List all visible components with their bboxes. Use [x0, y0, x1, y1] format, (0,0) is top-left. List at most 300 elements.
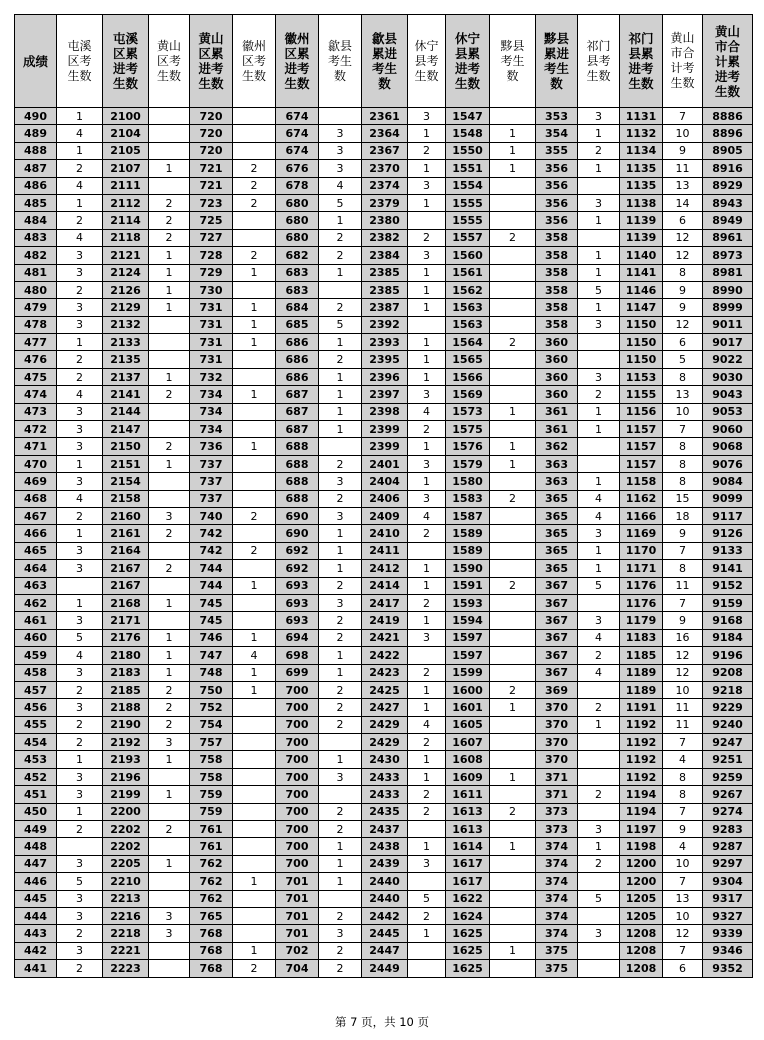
- table-cell: 4: [57, 647, 103, 664]
- table-cell: [490, 525, 536, 542]
- table-cell: 2401: [362, 455, 408, 472]
- table-cell: 1150: [620, 334, 663, 351]
- table-cell: 2126: [103, 281, 149, 298]
- table-cell: 1: [57, 142, 103, 159]
- table-cell: 1153: [620, 368, 663, 385]
- table-cell: 1569: [446, 386, 490, 403]
- table-cell: 4: [408, 507, 446, 524]
- column-header: 祁门县累进考生数: [620, 15, 663, 108]
- table-cell: 721: [190, 160, 233, 177]
- table-cell: 9184: [703, 629, 753, 646]
- table-cell: 2223: [103, 960, 149, 977]
- table-cell: 2423: [362, 664, 408, 681]
- table-row: [15, 351, 753, 368]
- table-cell: [490, 177, 536, 194]
- table-cell: 1566: [446, 368, 490, 385]
- column-header: 祁门县考生数: [578, 15, 620, 108]
- table-cell: 8: [663, 455, 703, 472]
- table-cell: 374: [536, 873, 578, 890]
- table-row: [15, 681, 753, 698]
- table-cell: 1: [578, 838, 620, 855]
- table-cell: 9218: [703, 681, 753, 698]
- table-cell: 9259: [703, 768, 753, 785]
- table-cell: 1551: [446, 160, 490, 177]
- table-cell: 687: [276, 386, 319, 403]
- table-cell: 2: [233, 194, 276, 211]
- table-cell: 684: [276, 299, 319, 316]
- table-cell: 1162: [620, 490, 663, 507]
- table-cell: 358: [536, 247, 578, 264]
- table-cell: 3: [408, 629, 446, 646]
- table-cell: 676: [276, 160, 319, 177]
- table-cell: 1: [408, 612, 446, 629]
- table-cell: 2380: [362, 212, 408, 229]
- table-cell: 1158: [620, 473, 663, 490]
- table-cell: 3: [408, 490, 446, 507]
- table-cell: [490, 299, 536, 316]
- table-cell: 1: [408, 334, 446, 351]
- table-cell: 2124: [103, 264, 149, 281]
- table-cell: 367: [536, 647, 578, 664]
- table-cell: 7: [663, 734, 703, 751]
- table-cell: 1: [149, 594, 190, 611]
- table-cell: 1205: [620, 890, 663, 907]
- table-cell: [578, 177, 620, 194]
- table-cell: 759: [190, 786, 233, 803]
- table-cell: 757: [190, 734, 233, 751]
- table-cell: 4: [408, 716, 446, 733]
- table-cell: 3: [57, 542, 103, 559]
- table-row: [15, 821, 753, 838]
- table-cell: [490, 281, 536, 298]
- table-cell: 1: [408, 699, 446, 716]
- table-cell: [490, 194, 536, 211]
- table-cell: 1547: [446, 108, 490, 125]
- table-cell: 2141: [103, 386, 149, 403]
- score-cell: 452: [15, 768, 57, 785]
- table-cell: 1555: [446, 194, 490, 211]
- table-cell: 2: [149, 681, 190, 698]
- table-cell: 690: [276, 525, 319, 542]
- table-cell: 358: [536, 264, 578, 281]
- table-row: [15, 786, 753, 803]
- table-cell: [578, 907, 620, 924]
- table-cell: 7: [663, 421, 703, 438]
- table-cell: 2385: [362, 281, 408, 298]
- table-cell: 355: [536, 142, 578, 159]
- table-cell: 1: [578, 125, 620, 142]
- table-cell: 1: [408, 681, 446, 698]
- table-cell: 2: [57, 681, 103, 698]
- table-cell: 3: [57, 786, 103, 803]
- table-cell: 1: [319, 264, 362, 281]
- table-cell: 1561: [446, 264, 490, 281]
- column-header: 黄山市合计考生数: [663, 15, 703, 108]
- table-cell: 2218: [103, 925, 149, 942]
- table-cell: 2: [578, 786, 620, 803]
- table-cell: [149, 473, 190, 490]
- table-row: [15, 803, 753, 820]
- table-cell: [490, 612, 536, 629]
- table-row: [15, 160, 753, 177]
- table-cell: 731: [190, 299, 233, 316]
- table-cell: 8: [663, 786, 703, 803]
- table-cell: 367: [536, 594, 578, 611]
- table-cell: 9126: [703, 525, 753, 542]
- table-cell: 3: [57, 855, 103, 872]
- table-cell: 2180: [103, 647, 149, 664]
- column-header: 屯溪区累进考生数: [103, 15, 149, 108]
- table-row: [15, 473, 753, 490]
- table-cell: 731: [190, 316, 233, 333]
- table-cell: 1573: [446, 403, 490, 420]
- table-cell: 2: [319, 577, 362, 594]
- table-cell: 2387: [362, 299, 408, 316]
- column-header: 歙县累进考生数: [362, 15, 408, 108]
- table-cell: 680: [276, 212, 319, 229]
- table-cell: 2399: [362, 438, 408, 455]
- table-row: [15, 907, 753, 924]
- table-row: [15, 734, 753, 751]
- page-footer: 第 7 页，共 10 页: [334, 1015, 430, 1029]
- table-cell: 5: [578, 281, 620, 298]
- table-cell: 1: [149, 855, 190, 872]
- table-cell: 15: [663, 490, 703, 507]
- table-cell: 731: [190, 351, 233, 368]
- table-cell: 2168: [103, 594, 149, 611]
- table-cell: 8916: [703, 160, 753, 177]
- score-cell: 446: [15, 873, 57, 890]
- table-cell: 4: [408, 403, 446, 420]
- table-cell: 2414: [362, 577, 408, 594]
- table-cell: 2: [319, 490, 362, 507]
- table-row: [15, 942, 753, 959]
- table-cell: 2199: [103, 786, 149, 803]
- table-cell: 728: [190, 247, 233, 264]
- table-cell: 2440: [362, 873, 408, 890]
- table-cell: 1599: [446, 664, 490, 681]
- table-cell: [490, 821, 536, 838]
- table-cell: 1: [408, 281, 446, 298]
- table-cell: 12: [663, 925, 703, 942]
- table-cell: 692: [276, 560, 319, 577]
- table-cell: 701: [276, 890, 319, 907]
- table-cell: 2167: [103, 560, 149, 577]
- table-cell: 768: [190, 942, 233, 959]
- table-cell: [408, 942, 446, 959]
- table-cell: 699: [276, 664, 319, 681]
- table-cell: 4: [57, 229, 103, 246]
- table-cell: 674: [276, 125, 319, 142]
- table-cell: 1: [233, 873, 276, 890]
- table-cell: 9030: [703, 368, 753, 385]
- table-cell: 1: [57, 594, 103, 611]
- table-cell: [233, 594, 276, 611]
- table-cell: 1198: [620, 838, 663, 855]
- table-row: [15, 890, 753, 907]
- table-cell: 2188: [103, 699, 149, 716]
- table-cell: 737: [190, 473, 233, 490]
- table-cell: 1: [233, 942, 276, 959]
- table-cell: 9208: [703, 664, 753, 681]
- table-cell: 1171: [620, 560, 663, 577]
- table-cell: 1208: [620, 942, 663, 959]
- table-cell: 9304: [703, 873, 753, 890]
- table-cell: 1: [319, 838, 362, 855]
- table-cell: 7: [663, 108, 703, 125]
- table-cell: 1: [578, 716, 620, 733]
- table-cell: [149, 334, 190, 351]
- table-cell: 2: [149, 525, 190, 542]
- column-header: 黟县考生数: [490, 15, 536, 108]
- table-cell: 1: [578, 560, 620, 577]
- table-cell: 2440: [362, 890, 408, 907]
- table-cell: [233, 803, 276, 820]
- table-cell: 5: [57, 629, 103, 646]
- table-cell: [490, 734, 536, 751]
- table-cell: 700: [276, 681, 319, 698]
- table-cell: 2: [490, 490, 536, 507]
- table-cell: 12: [663, 664, 703, 681]
- table-cell: 3: [578, 925, 620, 942]
- table-cell: 5: [319, 316, 362, 333]
- score-cell: 454: [15, 734, 57, 751]
- table-cell: 2397: [362, 386, 408, 403]
- score-column-header: 成绩: [15, 15, 57, 108]
- table-cell: 1609: [446, 768, 490, 785]
- table-cell: 1591: [446, 577, 490, 594]
- table-cell: 12: [663, 229, 703, 246]
- table-cell: 7: [663, 942, 703, 959]
- table-cell: 3: [578, 368, 620, 385]
- table-cell: 1183: [620, 629, 663, 646]
- table-cell: 2111: [103, 177, 149, 194]
- table-cell: 13: [663, 890, 703, 907]
- table-cell: 674: [276, 142, 319, 159]
- table-row: [15, 403, 753, 420]
- table-cell: [319, 108, 362, 125]
- table-cell: [233, 786, 276, 803]
- table-cell: [319, 786, 362, 803]
- table-cell: [490, 890, 536, 907]
- table-cell: 692: [276, 542, 319, 559]
- table-cell: [149, 942, 190, 959]
- table-cell: 3: [57, 473, 103, 490]
- table-cell: 690: [276, 507, 319, 524]
- score-cell: 441: [15, 960, 57, 977]
- table-cell: 1: [233, 681, 276, 698]
- table-cell: 3: [578, 612, 620, 629]
- score-cell: 472: [15, 421, 57, 438]
- table-cell: 1: [319, 386, 362, 403]
- table-cell: 687: [276, 421, 319, 438]
- table-cell: 2433: [362, 786, 408, 803]
- table-cell: 2: [149, 438, 190, 455]
- table-cell: 2100: [103, 108, 149, 125]
- table-cell: 1611: [446, 786, 490, 803]
- table-cell: 9099: [703, 490, 753, 507]
- column-header: 休宁县累进考生数: [446, 15, 490, 108]
- table-cell: 1: [149, 786, 190, 803]
- table-cell: 2192: [103, 734, 149, 751]
- table-cell: 2367: [362, 142, 408, 159]
- table-cell: 2399: [362, 421, 408, 438]
- table-cell: [149, 108, 190, 125]
- table-cell: 737: [190, 455, 233, 472]
- table-cell: 758: [190, 768, 233, 785]
- table-cell: 8: [663, 768, 703, 785]
- table-cell: 2: [57, 821, 103, 838]
- table-cell: 2: [57, 507, 103, 524]
- table-cell: 2: [408, 142, 446, 159]
- table-cell: 1: [490, 455, 536, 472]
- table-cell: 1: [408, 560, 446, 577]
- column-header: 黄山市合计累进考生数: [703, 15, 753, 108]
- table-row: [15, 855, 753, 872]
- table-cell: 3: [408, 855, 446, 872]
- table-cell: 8896: [703, 125, 753, 142]
- table-cell: 1: [319, 542, 362, 559]
- table-cell: 2: [408, 734, 446, 751]
- score-cell: 461: [15, 612, 57, 629]
- table-cell: 1: [57, 334, 103, 351]
- table-cell: [578, 594, 620, 611]
- table-cell: 2: [233, 507, 276, 524]
- table-cell: 1192: [620, 768, 663, 785]
- table-row: [15, 768, 753, 785]
- table-cell: 1625: [446, 925, 490, 942]
- table-cell: [490, 351, 536, 368]
- table-row: [15, 873, 753, 890]
- table-cell: 1617: [446, 855, 490, 872]
- table-cell: 10: [663, 403, 703, 420]
- table-cell: 720: [190, 108, 233, 125]
- score-cell: 479: [15, 299, 57, 316]
- table-cell: 2: [57, 925, 103, 942]
- table-cell: 1: [578, 247, 620, 264]
- table-cell: 2: [149, 194, 190, 211]
- table-cell: 1589: [446, 525, 490, 542]
- table-cell: 1139: [620, 212, 663, 229]
- table-cell: 1200: [620, 873, 663, 890]
- table-cell: 9133: [703, 542, 753, 559]
- table-cell: 3: [578, 108, 620, 125]
- table-cell: 1179: [620, 612, 663, 629]
- table-cell: 725: [190, 212, 233, 229]
- table-cell: 9: [663, 281, 703, 298]
- table-cell: 6: [663, 334, 703, 351]
- table-cell: 1563: [446, 299, 490, 316]
- table-cell: 747: [190, 647, 233, 664]
- table-cell: 2161: [103, 525, 149, 542]
- table-row: [15, 368, 753, 385]
- table-cell: 1: [490, 438, 536, 455]
- table-cell: 2: [57, 716, 103, 733]
- table-row: [15, 194, 753, 211]
- table-cell: 2: [319, 942, 362, 959]
- table-cell: 1613: [446, 803, 490, 820]
- table-cell: 2445: [362, 925, 408, 942]
- score-cell: 483: [15, 229, 57, 246]
- table-cell: 1: [578, 403, 620, 420]
- table-cell: 1550: [446, 142, 490, 159]
- table-cell: 3: [149, 734, 190, 751]
- table-cell: 2: [578, 386, 620, 403]
- table-cell: [149, 890, 190, 907]
- table-cell: 2104: [103, 125, 149, 142]
- table-cell: 1157: [620, 421, 663, 438]
- table-cell: 9: [663, 299, 703, 316]
- table-cell: 2404: [362, 473, 408, 490]
- table-cell: 2379: [362, 194, 408, 211]
- table-cell: 761: [190, 838, 233, 855]
- table-cell: 1: [149, 751, 190, 768]
- table-cell: 1: [408, 838, 446, 855]
- table-row: [15, 925, 753, 942]
- table-cell: [490, 507, 536, 524]
- table-cell: [233, 716, 276, 733]
- table-cell: 701: [276, 925, 319, 942]
- table-cell: 2: [578, 699, 620, 716]
- table-cell: 2: [408, 664, 446, 681]
- table-cell: 2164: [103, 542, 149, 559]
- table-cell: [233, 368, 276, 385]
- table-cell: [57, 577, 103, 594]
- table-cell: 1: [149, 455, 190, 472]
- table-cell: [233, 890, 276, 907]
- table-cell: 374: [536, 925, 578, 942]
- table-cell: 1: [408, 368, 446, 385]
- table-cell: 2: [578, 142, 620, 159]
- table-cell: 7: [663, 542, 703, 559]
- table-cell: 1625: [446, 942, 490, 959]
- table-cell: 745: [190, 612, 233, 629]
- table-cell: 3: [319, 142, 362, 159]
- table-cell: [233, 821, 276, 838]
- table-cell: 2382: [362, 229, 408, 246]
- table-cell: 2: [490, 577, 536, 594]
- table-cell: [578, 803, 620, 820]
- table-cell: 2133: [103, 334, 149, 351]
- table-cell: [233, 734, 276, 751]
- table-cell: 2: [490, 334, 536, 351]
- table-cell: 1563: [446, 316, 490, 333]
- table-cell: 2438: [362, 838, 408, 855]
- table-cell: 2183: [103, 664, 149, 681]
- table-cell: 2167: [103, 577, 149, 594]
- score-cell: 458: [15, 664, 57, 681]
- table-cell: 1156: [620, 403, 663, 420]
- table-cell: 1: [578, 421, 620, 438]
- table-cell: 2118: [103, 229, 149, 246]
- table-cell: 1: [149, 264, 190, 281]
- table-cell: 1600: [446, 681, 490, 698]
- table-cell: 8961: [703, 229, 753, 246]
- table-cell: [149, 577, 190, 594]
- table-cell: [149, 490, 190, 507]
- score-cell: 448: [15, 838, 57, 855]
- table-cell: 2: [408, 594, 446, 611]
- table-cell: 7: [663, 803, 703, 820]
- table-cell: [408, 821, 446, 838]
- table-cell: [490, 925, 536, 942]
- table-row: [15, 177, 753, 194]
- table-cell: 2160: [103, 507, 149, 524]
- table-cell: 748: [190, 664, 233, 681]
- table-body: [15, 108, 753, 978]
- table-cell: 1: [149, 647, 190, 664]
- table-cell: 3: [149, 925, 190, 942]
